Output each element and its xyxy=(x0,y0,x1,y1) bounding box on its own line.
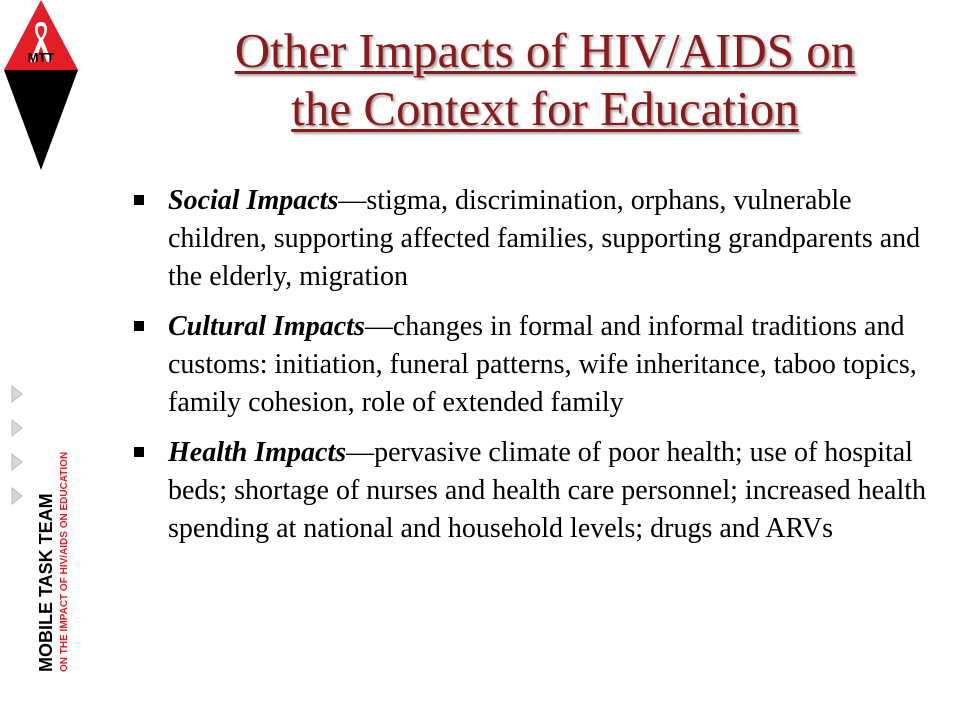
bullet-heading: Social Impacts xyxy=(168,185,339,216)
square-bullet-icon xyxy=(134,447,144,457)
vertical-brand xyxy=(0,380,90,680)
vertical-brand-subtitle: ON THE IMPACT OF HIV/AIDS ON EDUCATION xyxy=(59,451,70,672)
logo-text: MTT xyxy=(27,50,55,65)
bullet-list xyxy=(130,182,930,560)
bullet-dash: — xyxy=(338,185,367,216)
title-line-2: the Context for Education xyxy=(291,81,799,136)
square-bullet-icon xyxy=(134,195,144,205)
vertical-brand-title: MOBILE TASK TEAM xyxy=(36,493,56,672)
bullet-health xyxy=(130,434,930,548)
bullet-heading: Cultural Impacts xyxy=(168,311,365,342)
mtt-logo xyxy=(0,0,82,175)
logo-black-triangle xyxy=(4,70,78,170)
title-line-1: Other Impacts of HIV/AIDS on xyxy=(234,23,856,78)
bullet-social xyxy=(130,182,930,296)
square-bullet-icon xyxy=(134,321,144,331)
bullet-text: pervasive climate of poor health; use of hospital beds; shortage of nurses and health care personnel; increased health spending at national and household levels; drugs and ARVs xyxy=(168,437,927,544)
bullet-text: changes in formal and informal traditions and customs: initiation, funeral patterns, wife inheritance, taboo topics, family cohesion, role of extended family xyxy=(168,311,917,418)
bullet-dash: — xyxy=(346,437,375,468)
bullet-text: stigma, discrimination, orphans, vulnerable children, supporting affected families, supporting grandparents and the elderly, migration xyxy=(168,185,921,292)
bullet-heading: Health Impacts xyxy=(168,437,347,468)
bullet-dash: — xyxy=(364,311,393,342)
slide-title xyxy=(150,22,940,138)
bullet-cultural xyxy=(130,308,930,422)
triangle-arrow-icons xyxy=(12,386,22,504)
